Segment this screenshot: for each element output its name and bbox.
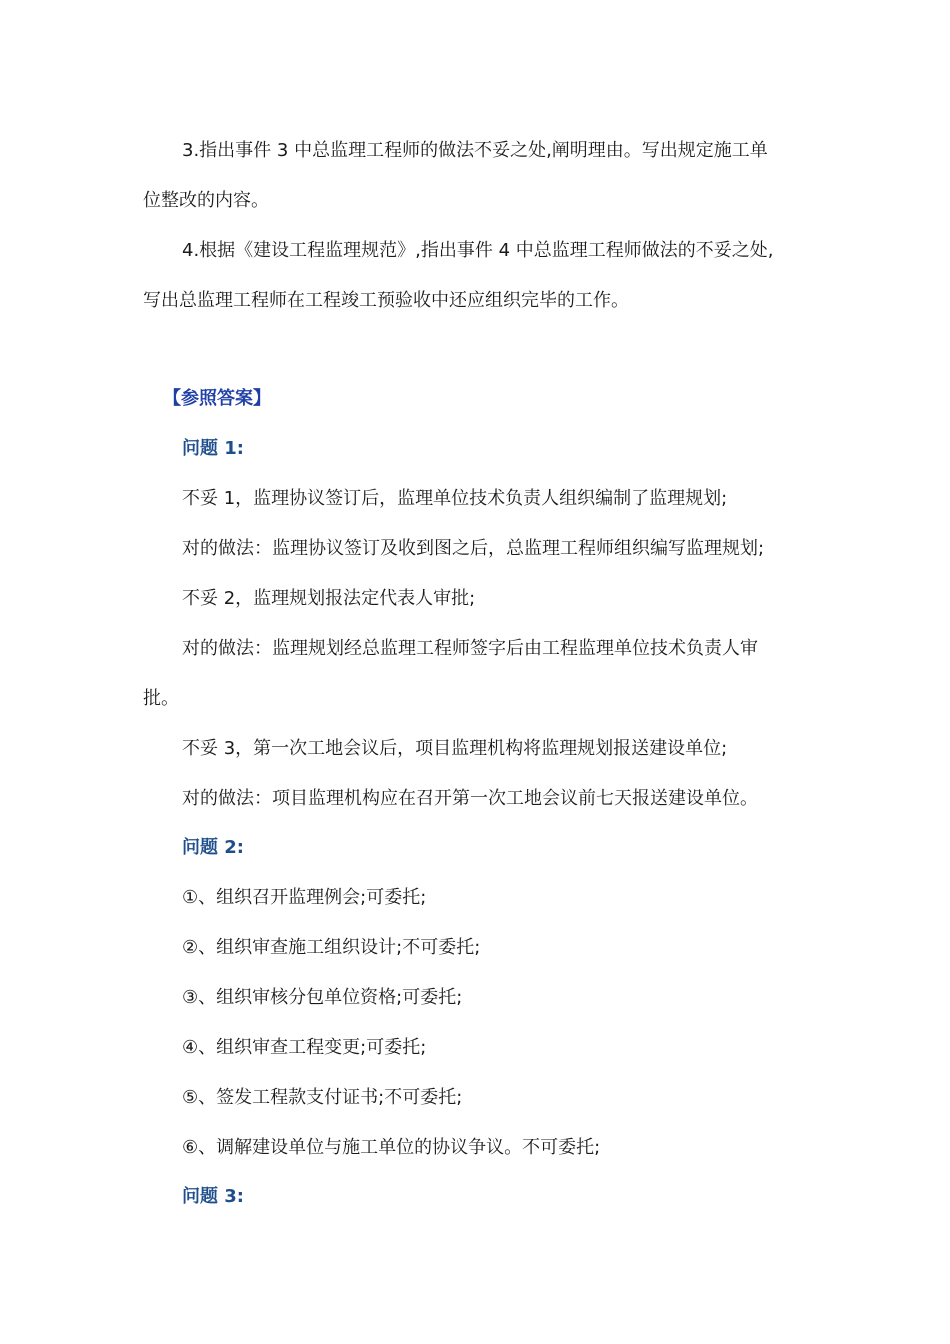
- answer-2-item: ②、组织审查施工组织设计;不可委托;: [182, 937, 481, 958]
- reference-answer-title: 【参照答案】: [163, 388, 271, 409]
- answer-2-item: ④、组织审查工程变更;可委托;: [182, 1037, 427, 1058]
- question-4-line-2: 写出总监理工程师在工程竣工预验收中还应组织完毕的工作。: [143, 290, 629, 311]
- answer-1-line: 对的做法：监理协议签订及收到图之后，总监理工程师组织编写监理规划;: [182, 538, 765, 559]
- answer-2-item: ⑥、调解建设单位与施工单位的协议争议。不可委托;: [182, 1137, 601, 1158]
- answer-2-item: ③、组织审核分包单位资格;可委托;: [182, 987, 463, 1008]
- answer-2-item: ⑤、签发工程款支付证书;不可委托;: [182, 1087, 463, 1108]
- answer-1-line: 不妥 2，监理规划报法定代表人审批;: [182, 588, 476, 609]
- question-4-line-1: 4.根据《建设工程监理规范》,指出事件 4 中总监理工程师做法的不妥之处,: [182, 240, 774, 261]
- question-3-line-1: 3.指出事件 3 中总监理工程师的做法不妥之处,阐明理由。写出规定施工单: [182, 140, 768, 161]
- answer-1-heading: 问题 1:: [182, 438, 244, 459]
- answer-2-item: ①、组织召开监理例会;可委托;: [182, 887, 427, 908]
- answer-1-line: 批。: [143, 688, 179, 709]
- answer-2-heading: 问题 2:: [182, 837, 244, 858]
- question-3-line-2: 位整改的内容。: [143, 190, 269, 211]
- answer-3-heading: 问题 3:: [182, 1186, 244, 1207]
- answer-1-line: 对的做法：监理规划经总监理工程师签字后由工程监理单位技术负责人审: [182, 638, 758, 659]
- answer-1-line: 对的做法：项目监理机构应在召开第一次工地会议前七天报送建设单位。: [182, 788, 758, 809]
- answer-1-line: 不妥 1，监理协议签订后，监理单位技术负责人组织编制了监理规划;: [182, 488, 728, 509]
- answer-1-line: 不妥 3，第一次工地会议后，项目监理机构将监理规划报送建设单位;: [182, 738, 728, 759]
